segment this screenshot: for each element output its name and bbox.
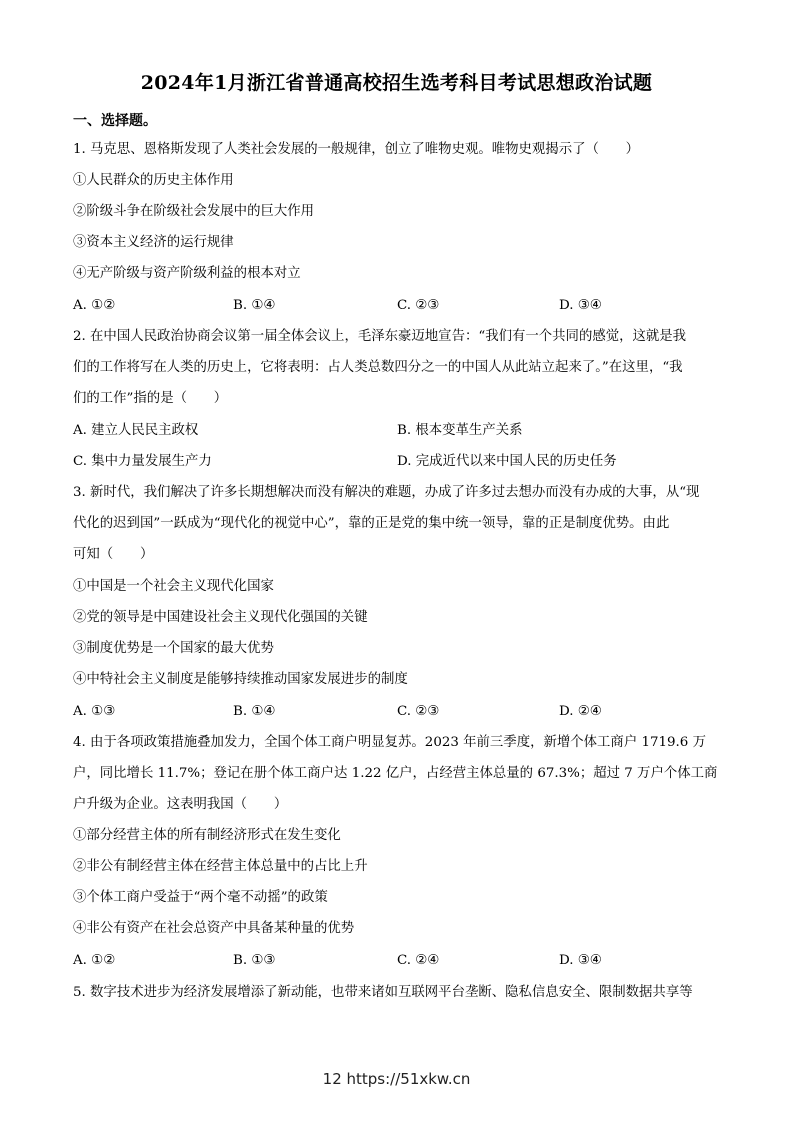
page-title: 2024年1月浙江省普通高校招生选考科目考试思想政治试题 bbox=[140, 72, 653, 94]
question-2-option-a: A. 建立人民民主政权 bbox=[73, 423, 199, 438]
question-1-item: ③资本主义经济的运行规律 bbox=[73, 235, 234, 250]
question-4-item: ③个体工商户受益于“两个毫不动摇”的政策 bbox=[73, 890, 328, 905]
question-4-stem-line: 4. 由于各项政策措施叠加发力，全国个体工商户明显复苏。2023 年前三季度，新增个体工商户 1719.6 万 bbox=[73, 735, 706, 750]
question-5-stem: 5. 数字技术进步为经济发展增添了新动能，也带来诸如互联网平台垄断、隐私信息安全、限制数据共享等 bbox=[73, 985, 693, 1000]
section-heading: 一、选择题。 bbox=[73, 113, 157, 129]
question-4-stem-line: 户升级为企业。这表明我国（ ） bbox=[73, 797, 288, 812]
question-4-item: ②非公有制经营主体在经营主体总量中的占比上升 bbox=[73, 859, 368, 874]
question-4-option-d: D. ③④ bbox=[559, 953, 602, 968]
question-3-stem-line: 代化的迟到国”一跃成为“现代化的视觉中心”，靠的正是党的集中统一领导，靠的正是制度优势。由此 bbox=[73, 516, 670, 531]
question-3-option-a: A. ①③ bbox=[73, 704, 116, 719]
question-2-option-b: B. 根本变革生产关系 bbox=[397, 423, 523, 438]
question-2-stem-line: 们的工作将写在人类的历史上，它将表明：占人类总数四分之一的中国人从此站立起来了。”在这里，“我 bbox=[73, 360, 683, 375]
question-3-item: ③制度优势是一个国家的最大优势 bbox=[73, 641, 274, 656]
question-1-item: ④无产阶级与资产阶级利益的根本对立 bbox=[73, 266, 301, 281]
question-3-option-b: B. ①④ bbox=[233, 704, 276, 719]
question-2-stem-line: 们的工作”指的是（ ） bbox=[73, 391, 228, 406]
question-4-item: ①部分经营主体的所有制经济形式在发生变化 bbox=[73, 828, 341, 843]
question-2-option-c: C. 集中力量发展生产力 bbox=[73, 454, 212, 469]
question-3-item: ④中特社会主义制度是能够持续推动国家发展进步的制度 bbox=[73, 672, 408, 687]
question-3-item: ②党的领导是中国建设社会主义现代化强国的关键 bbox=[73, 610, 368, 625]
question-4-option-a: A. ①② bbox=[73, 953, 116, 968]
question-1-stem: 1. 马克思、恩格斯发现了人类社会发展的一般规律，创立了唯物史观。唯物史观揭示了（ ） bbox=[73, 142, 640, 157]
question-3-option-d: D. ②④ bbox=[559, 704, 602, 719]
question-3-stem-line: 3. 新时代，我们解决了许多长期想解决而没有解决的难题，办成了许多过去想办而没有办成的大事，从“现 bbox=[73, 485, 700, 500]
question-1-option-c: C. ②③ bbox=[397, 298, 440, 313]
question-1-option-b: B. ①④ bbox=[233, 298, 276, 313]
question-4-stem-line: 户，同比增长 11.7%；登记在册个体工商户达 1.22 亿户，占经营主体总量的 67.3%；超过 7 万户个体工商 bbox=[73, 766, 718, 781]
question-3-option-c: C. ②③ bbox=[397, 704, 440, 719]
question-3-item: ①中国是一个社会主义现代化国家 bbox=[73, 579, 274, 594]
question-4-option-c: C. ②④ bbox=[397, 953, 440, 968]
question-1-item: ②阶级斗争在阶级社会发展中的巨大作用 bbox=[73, 204, 315, 219]
question-2-stem-line: 2. 在中国人民政治协商会议第一届全体会议上，毛泽东豪迈地宣告：“我们有一个共同的感觉，这就是我 bbox=[73, 329, 687, 344]
question-3-stem-line: 可知（ ） bbox=[73, 547, 154, 562]
question-1-option-a: A. ①② bbox=[73, 298, 116, 313]
question-2-option-d: D. 完成近代以来中国人民的历史任务 bbox=[397, 454, 617, 469]
question-4-item: ④非公有资产在社会总资产中具备某种量的优势 bbox=[73, 921, 355, 936]
question-1-item: ①人民群众的历史主体作用 bbox=[73, 173, 234, 188]
question-4-option-b: B. ①③ bbox=[233, 953, 276, 968]
page-footer: 12 https://51xkw.cn bbox=[322, 1070, 471, 1088]
question-1-option-d: D. ③④ bbox=[559, 298, 602, 313]
